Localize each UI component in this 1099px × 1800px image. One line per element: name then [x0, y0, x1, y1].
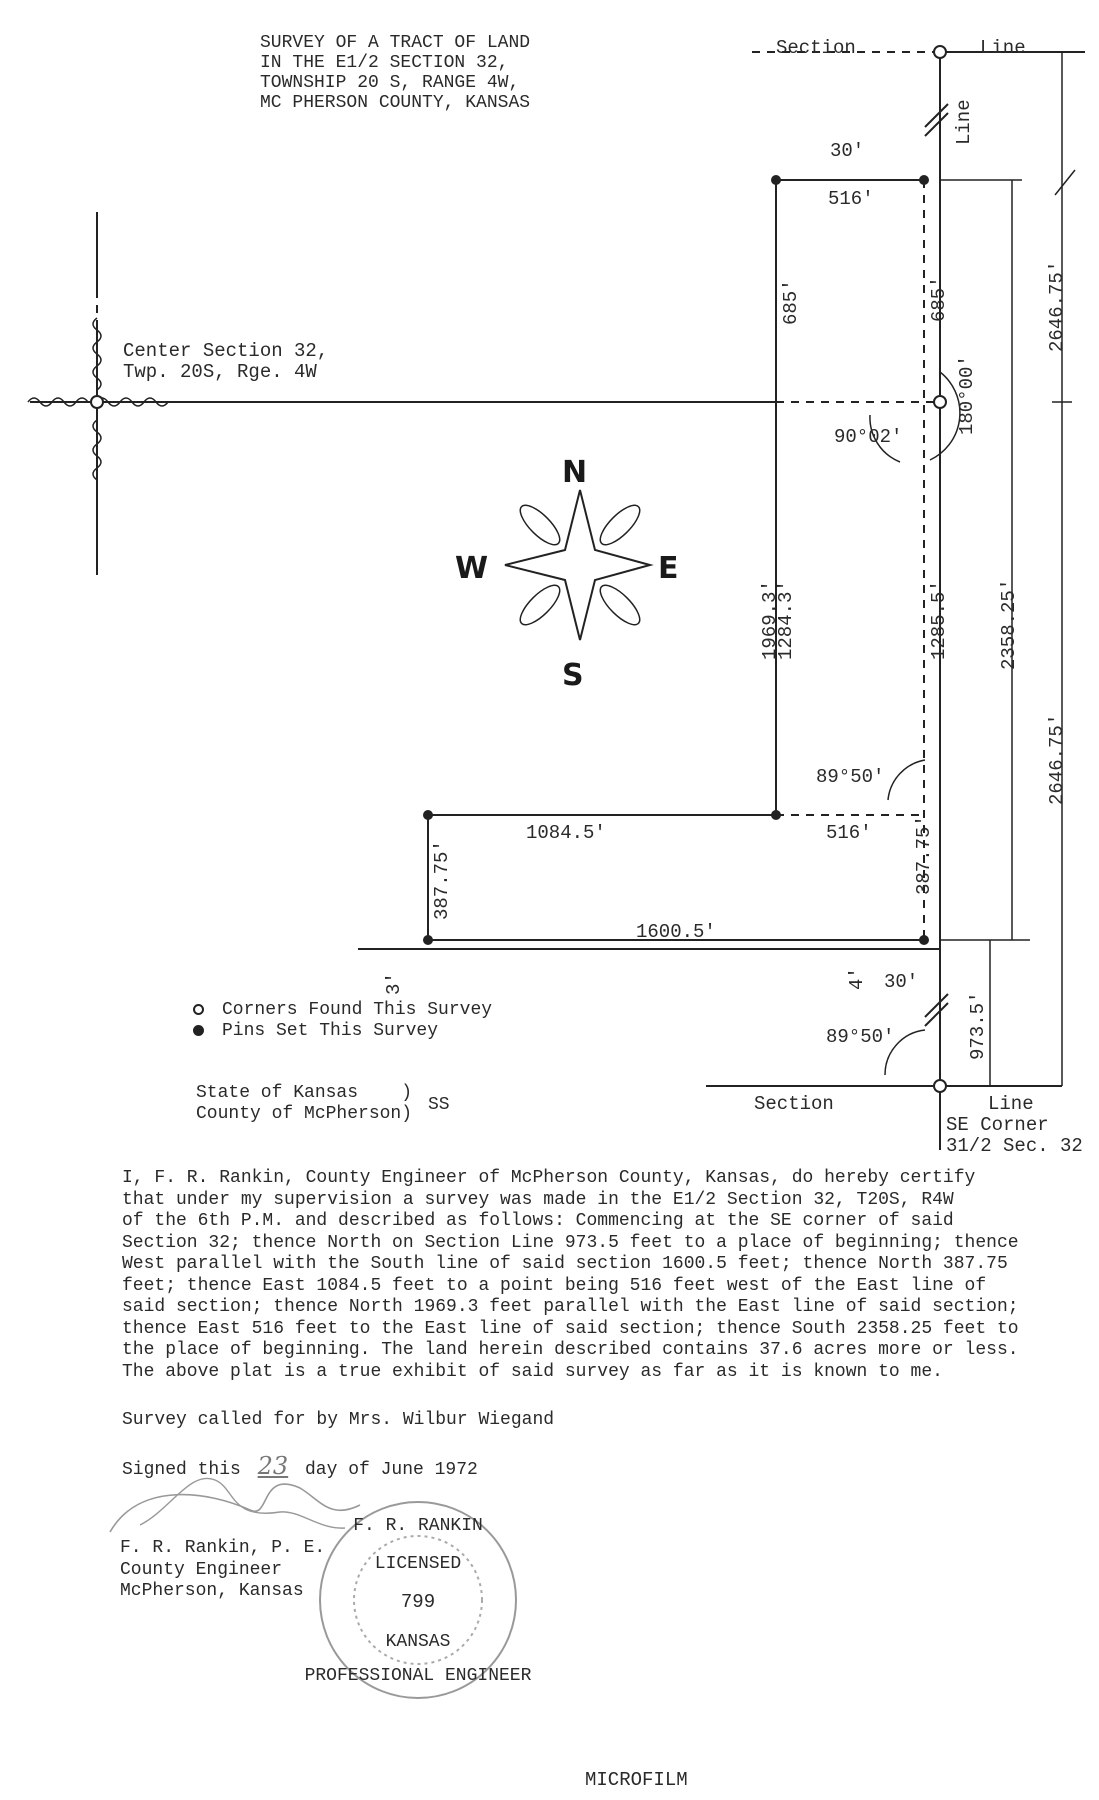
angle-8950-bottom: 89°50': [826, 1026, 895, 1048]
center-corner-found: [91, 396, 103, 408]
legend-found-text: Corners Found This Survey: [222, 1000, 493, 1020]
pin-set: [423, 935, 433, 945]
angle-180: 180°00': [956, 355, 978, 435]
dim-387-left: 387.75': [431, 840, 453, 920]
dim-387-right: 387.75': [913, 815, 935, 895]
state-venue: [196, 1083, 412, 1125]
signature-scribble: [140, 1478, 345, 1528]
pin-set: [919, 935, 929, 945]
section-label-top: Section: [776, 37, 856, 59]
called-for: Survey called for by Mrs. Wilbur Wiegand: [122, 1410, 555, 1430]
legend-set: [193, 1021, 438, 1041]
open-circle-icon: [193, 1004, 204, 1015]
compass-rose: [505, 490, 650, 640]
dim-1284: 1284.3': [775, 580, 797, 660]
compass-s: S: [562, 658, 584, 693]
legend-set-text: Pins Set This Survey: [222, 1021, 439, 1041]
seal-name: F. R. RANKIN: [353, 1516, 483, 1536]
dim-2646-top: 2646.75': [1046, 260, 1068, 352]
line-label-vertical: Line: [953, 99, 975, 145]
seal-number: 799: [400, 1591, 436, 1613]
se-corner-label: SE Corner: [946, 1114, 1049, 1136]
line-label-top: Line: [980, 37, 1026, 59]
corner-found: [934, 1080, 946, 1092]
legend-found: [193, 1000, 492, 1020]
tick: [1055, 170, 1075, 195]
dim-516-mid: 516': [826, 822, 872, 844]
signed-day: 23: [257, 1452, 289, 1480]
arc-8950-mid: [888, 760, 925, 800]
dim-3: 3': [383, 972, 405, 995]
dim-1084: 1084.5': [526, 822, 606, 844]
engineer-seal: [305, 1502, 532, 1698]
state-line: State of Kansas ): [196, 1083, 413, 1103]
dim-685-left: 685': [780, 279, 802, 325]
certificate-text: I, F. R. Rankin, County Engineer of McPherson County, Kansas, do hereby certify that under my supervision a survey was made in the E1/2 Section 32, T20S, R4W of the 6th P.M. and described as follows: Commencing at the SE corner of said Section 32; thence North on Section Line 973.5 feet to a place of beginning; thence West parallel with the South line of said section 1600.5 feet; thence North 387.75 feet; thence East 1084.5 feet to a point being 516 feet west of the East line of said section; thence North 1969.3 feet parallel with the East line of said section; thence East 516 feet to the East line of said section; thence South 2358.25 feet to the place of beginning. The land herein described contains 37.6 acres more or less. The above plat is a true exhibit of said survey as far as it is known to me.: [122, 1168, 1019, 1382]
dim-973: 973.5': [967, 991, 989, 1060]
ss-mark: SS: [428, 1095, 450, 1115]
dim-4: 4': [846, 967, 868, 990]
compass-n: N: [562, 455, 588, 490]
signed-prefix: Signed this: [122, 1460, 241, 1480]
dim-2646-bottom: 2646.75': [1046, 713, 1068, 805]
pin-set: [423, 810, 433, 820]
dim-2358: 2358.25': [998, 578, 1020, 670]
microfilm-stamp: MICROFILM: [585, 1769, 688, 1791]
signer-place: McPherson, Kansas: [120, 1581, 304, 1601]
title-line-2: IN THE E1/2 SECTION 32,: [260, 53, 509, 73]
dim-516-top: 516': [828, 188, 874, 210]
center-twp-label: Twp. 20S, Rge. 4W: [123, 361, 317, 383]
center-section-label: Center Section 32,: [123, 340, 329, 362]
se-corner-sec-label: 31/2 Sec. 32: [946, 1135, 1083, 1157]
seal-state: KANSAS: [385, 1632, 451, 1652]
section-label-bottom: Section: [754, 1093, 834, 1115]
signer-title: County Engineer: [120, 1559, 283, 1580]
signer-name: F. R. Rankin, P. E.: [120, 1538, 326, 1558]
compass-e: E: [658, 551, 679, 586]
angle-8950-mid: 89°50': [816, 766, 885, 788]
dim-1969: 1969.3': [759, 580, 781, 660]
corner-found: [934, 46, 946, 58]
dim-685-right: 685': [928, 276, 950, 322]
filled-circle-icon: [193, 1025, 204, 1036]
title-line-4: MC PHERSON COUNTY, KANSAS: [260, 93, 531, 113]
dim-1600: 1600.5': [636, 921, 716, 943]
corner-found: [934, 396, 946, 408]
dim-30-bottom: 30': [884, 971, 919, 993]
signed-line: [122, 1452, 478, 1480]
dim-30-top: 30': [830, 140, 865, 162]
seal-licensed: LICENSED: [374, 1554, 462, 1574]
pin-set: [919, 175, 929, 185]
signed-suffix: day of June 1972: [305, 1460, 478, 1480]
dim-1285: 1285.5': [928, 580, 950, 660]
line-label-bottom: Line: [988, 1093, 1034, 1115]
pin-set: [771, 175, 781, 185]
county-line: County of McPherson): [196, 1104, 413, 1124]
seal-title: PROFESSIONAL ENGINEER: [304, 1666, 532, 1686]
angle-9002: 90°02': [834, 426, 903, 448]
compass-w: W: [455, 551, 489, 586]
pin-set: [771, 810, 781, 820]
title-line-1: SURVEY OF A TRACT OF LAND: [260, 33, 531, 53]
signature-block: [120, 1538, 325, 1603]
title-line-3: TOWNSHIP 20 S, RANGE 4W,: [260, 73, 520, 93]
